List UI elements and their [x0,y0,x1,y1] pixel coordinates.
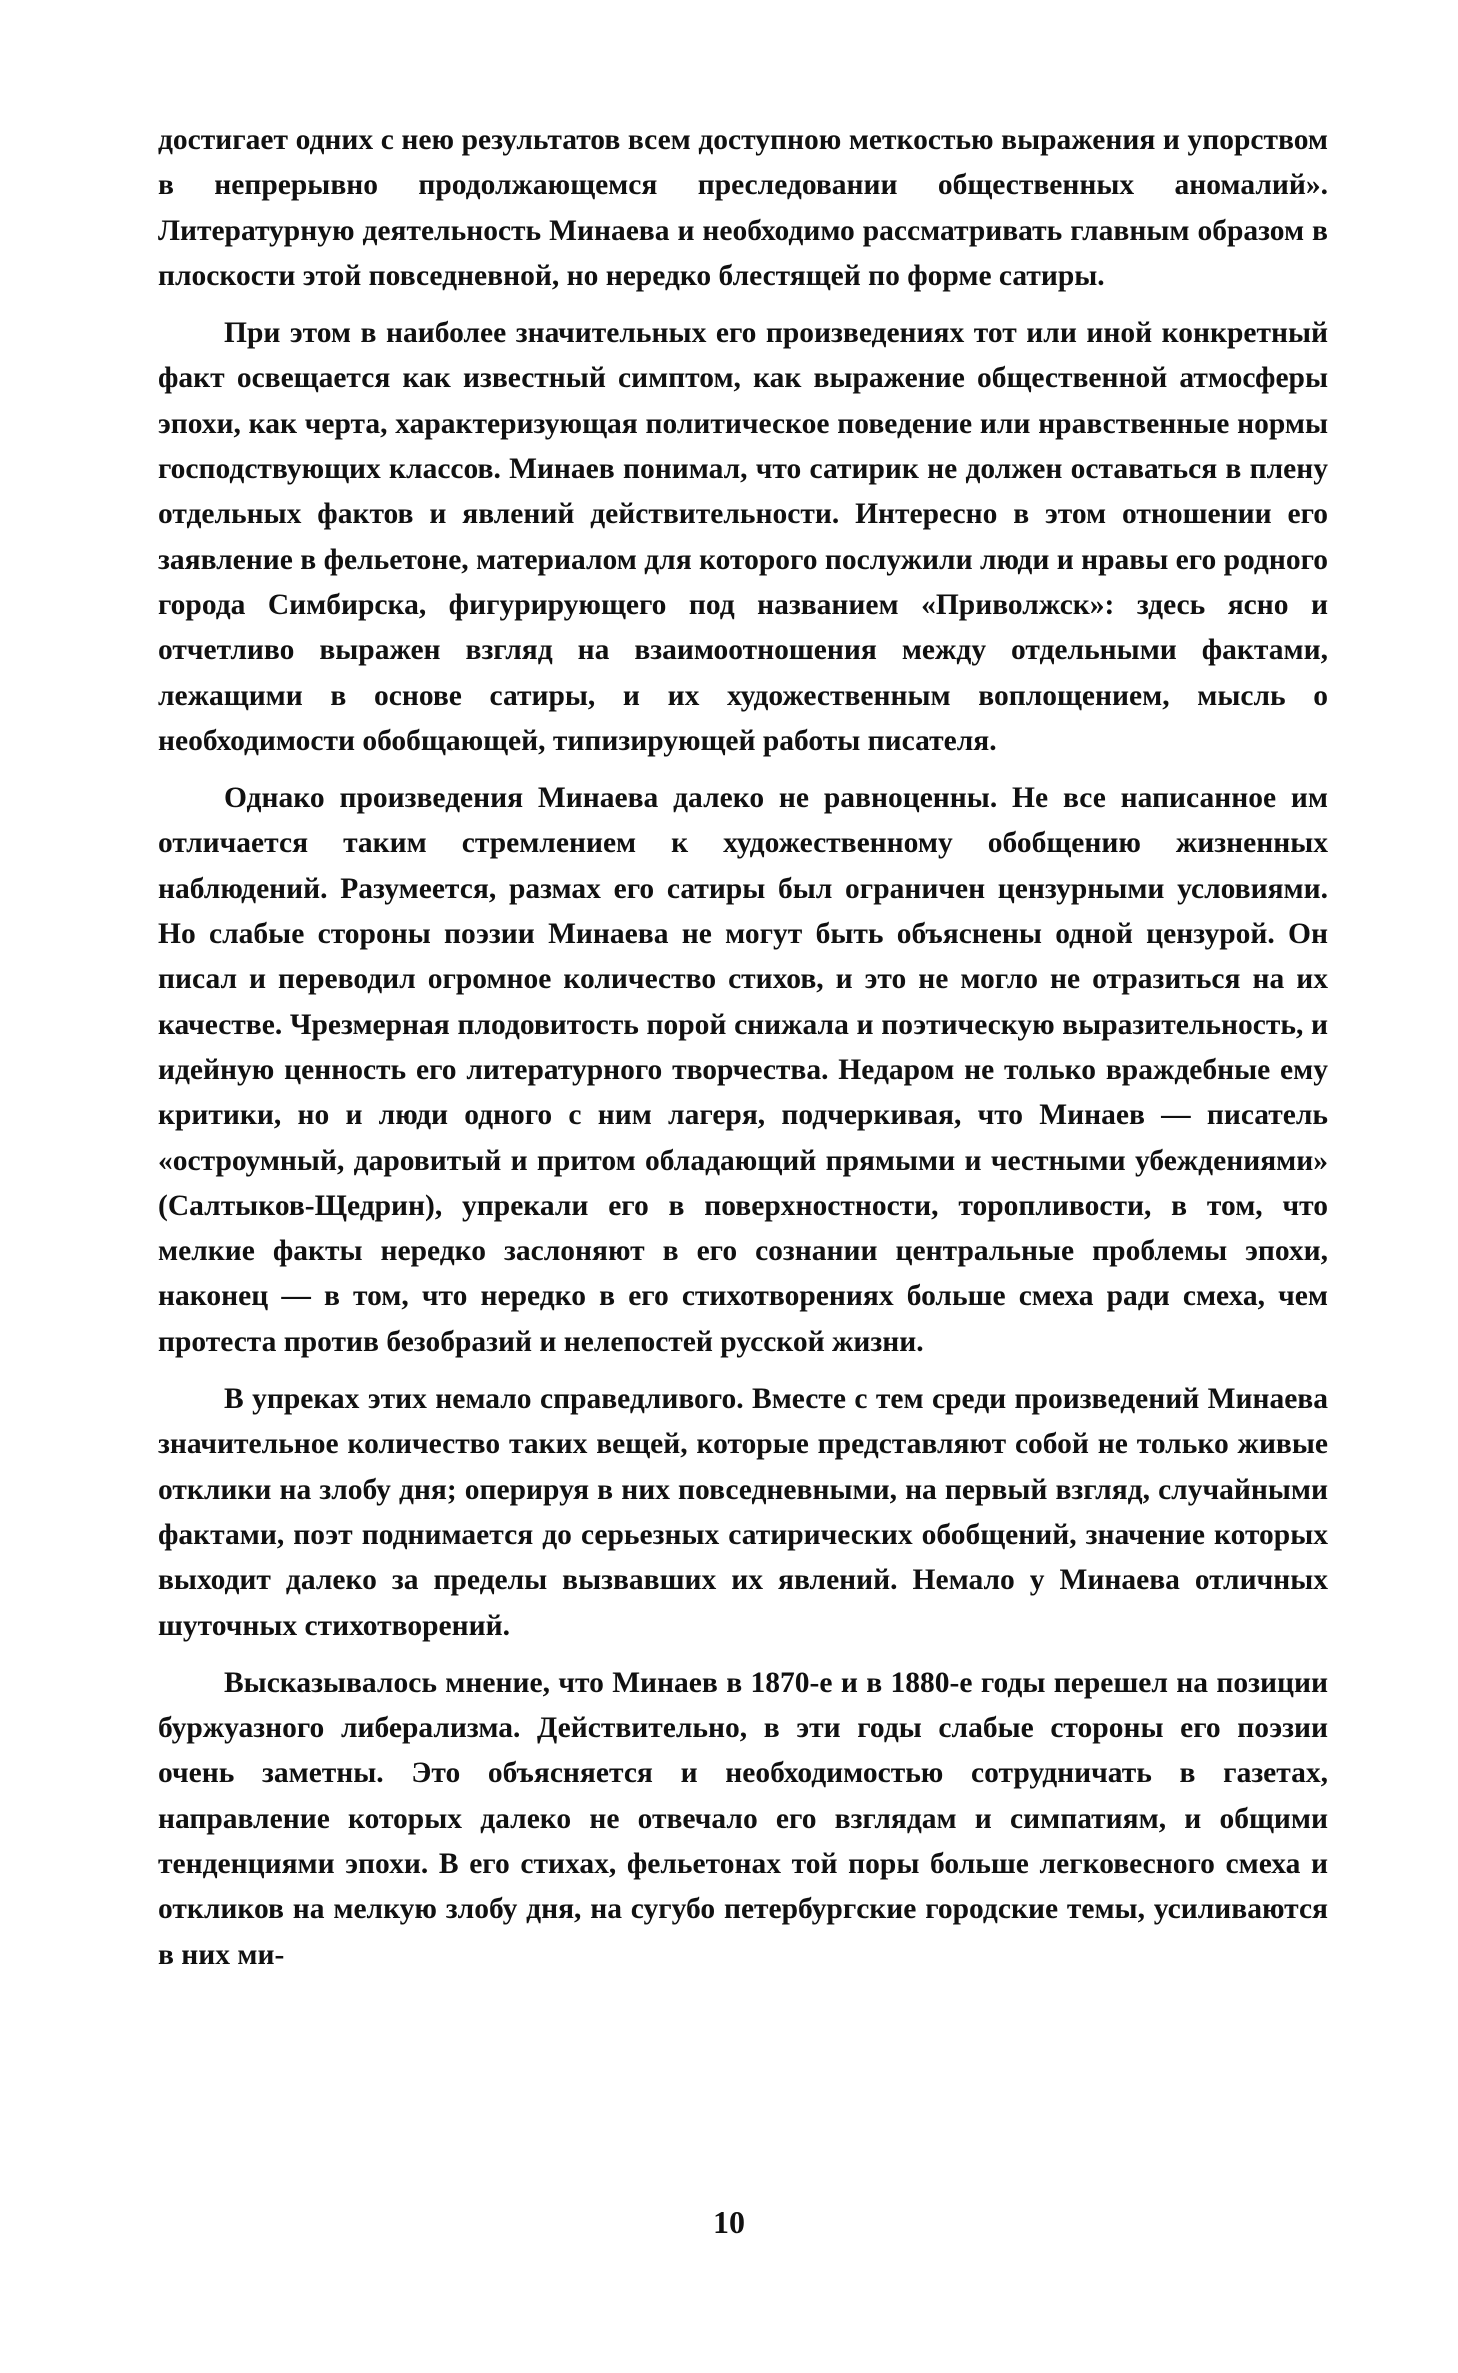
page-number: 10 [713,2204,745,2240]
paragraph-continuation: достигает одних с нею результатов всем доступною меткостью выражения и упорством в непрерывно продолжающемся преследовании общественных аномалий». Литературную деятельность Минаева и необходимо рассматривать главным образом в плоскости этой повседневной, но нередко блестящей по форме сатиры. [158,124,1328,292]
paragraph: Однако произведения Минаева далеко не равноценны. Не все написанное им отличается таким стремлением к художественному обобщению жизненных наблюдений. Разумеется, размах его сатиры был ограничен цензурными условиями. Но слабые стороны поэзии Минаева не могут быть объяснены одной цензурой. Он писал и переводил огромное количество стихов, и это не могло не отразиться на их качестве. Чрезмерная плодовитость порой снижала и поэтическую выразительность, и идейную ценность его литературного творчества. Недаром не только враждебные ему критики, но и люди одного с ним лагеря, подчеркивая, что Минаев — писатель «остроумный, даровитый и притом обладающий прямыми и честными убеждениями» (Салтыков-Щедрин), упрекали его в поверхностности, торопливости, в том, что мелкие факты нередко заслоняют в его сознании центральные проблемы эпохи, наконец — в том, что нередко в его стихотворениях больше смеха ради смеха, чем протеста против безобразий и нелепостей русской жизни. [158,782,1328,1358]
paragraph: Высказывалось мнение, что Минаев в 1870-е и в 1880-е годы перешел на позиции буржуазного либерализма. Действительно, в эти годы слабые стороны его поэзии очень заметны. Это объясняется и необходимостью сотрудничать в газетах, направление которых далеко не отвечало его взглядам и симпатиям, и общими тенденциями эпохи. В его стихах, фельетонах той поры больше легковесного смеха и откликов на мелкую злобу дня, на сугубо петербургские городские темы, усиливаются в них ми- [158,1666,1328,1971]
page-body [158,118,1328,1978]
paragraph: В упреках этих немало справедливого. Вместе с тем среди произведений Минаева значительное количество таких вещей, которые представляют собой не только живые отклики на злобу дня; оперируя в них повседневными, на первый взгляд, случайными фактами, поэт поднимается до серьезных сатирических обобщений, значение которых выходит далеко за пределы вызвавших их явлений. Немало у Минаева отличных шуточных стихотворений. [158,1383,1328,1642]
paragraph: При этом в наиболее значительных его произведениях тот или иной конкретный факт освещается как известный симптом, как выражение общественной атмосферы эпохи, как черта, характеризующая политическое поведение или нравственные нормы господствующих классов. Минаев понимал, что сатирик не должен оставаться в плену отдельных фактов и явлений действительности. Интересно в этом отношении его заявление в фельетоне, материалом для которого послужили люди и нравы его родного города Симбирска, фигурирующего под названием «Приволжск»: здесь ясно и отчетливо выражен взгляд на взаимоотношения между отдельными фактами, лежащими в основе сатиры, и их художественным воплощением, мысль о необходимости обобщающей, типизирующей работы писателя. [158,317,1328,757]
